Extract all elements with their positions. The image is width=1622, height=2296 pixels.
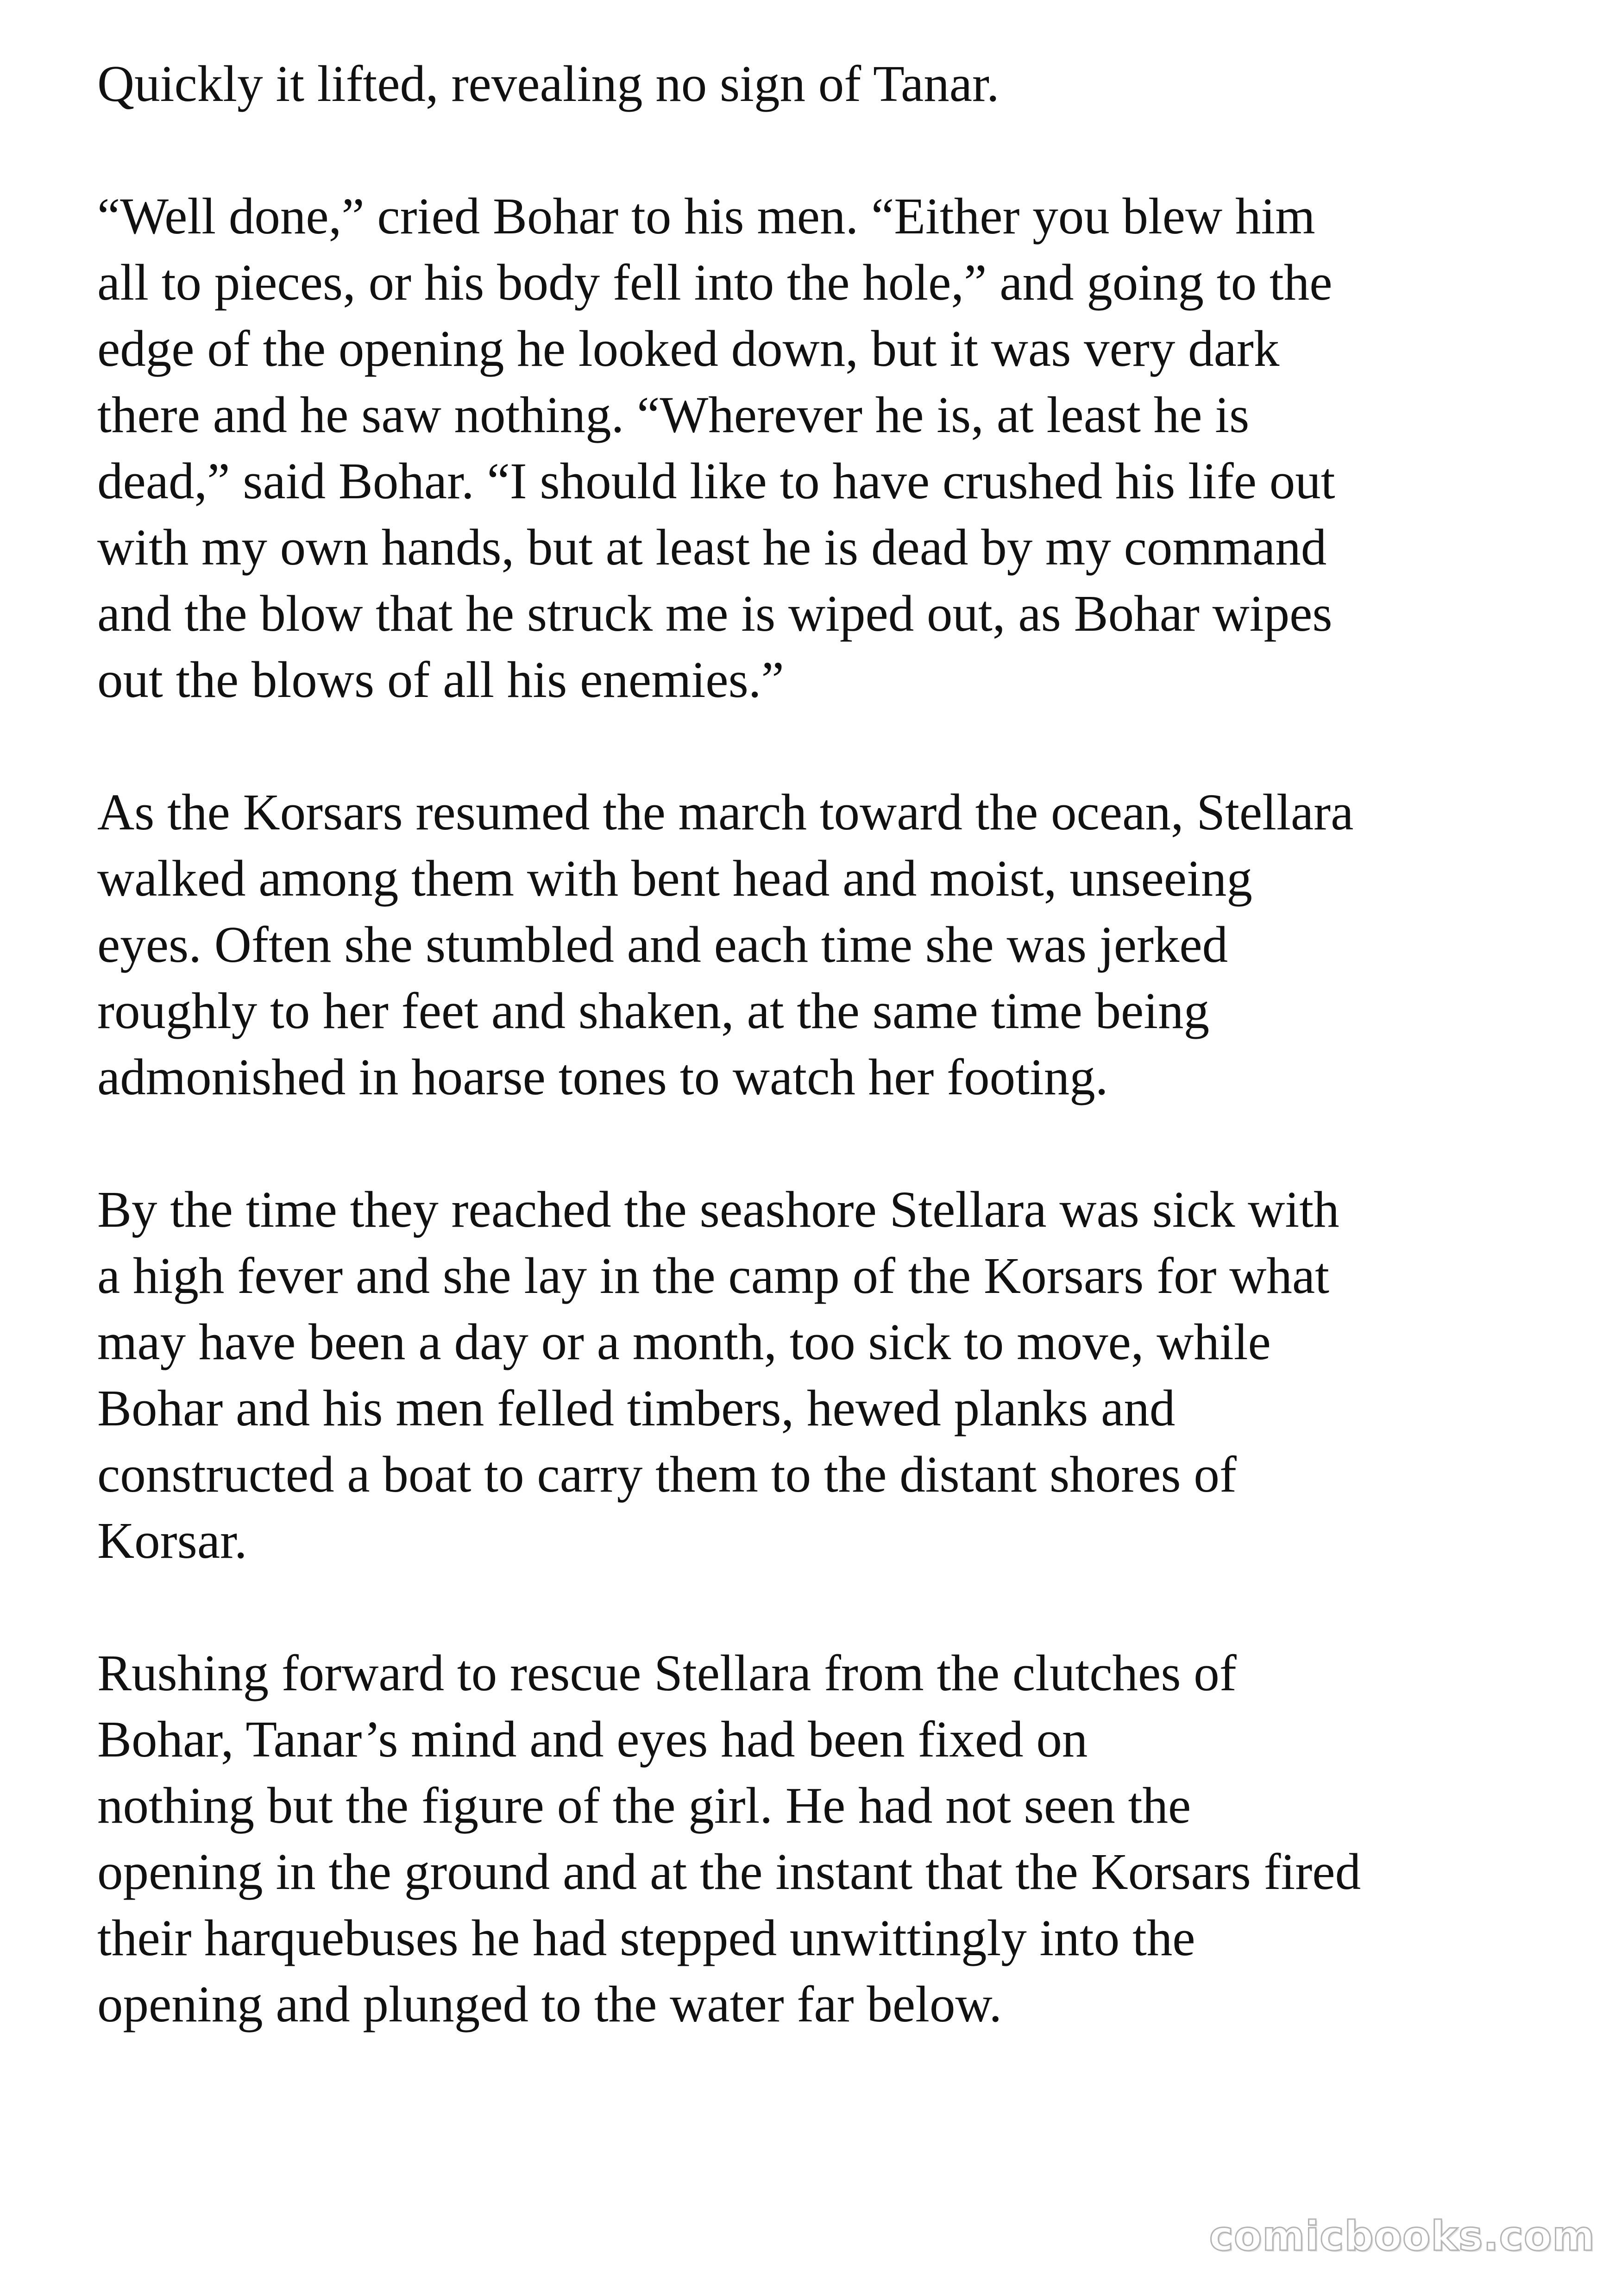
paragraph-3 [97,779,1547,1110]
text-line: “Well done,” cried Bohar to his men. “Either you blew him [97,188,1315,245]
text-line: with my own hands, but at least he is dead by my command [97,519,1327,576]
text-line: constructed a boat to carry them to the distant shores of [97,1446,1237,1503]
text-line: Bohar and his men felled timbers, hewed planks and [97,1380,1176,1437]
text-line: opening and plunged to the water far below. [97,1976,1002,2033]
text-line: roughly to her feet and shaken, at the same time being [97,983,1210,1040]
text-line: Rushing forward to rescue Stellara from the clutches of [97,1645,1237,1702]
text-line: edge of the opening he looked down, but it was very dark [97,320,1280,377]
text-line: out the blows of all his enemies.” [97,652,784,709]
paragraph-5 [97,1640,1547,2038]
text-line: their harquebuses he had stepped unwittingly into the [97,1910,1195,1967]
paragraph-4 [97,1177,1547,1574]
paragraph-2 [97,183,1547,713]
text-column [97,51,1547,2104]
text-line: eyes. Often she stumbled and each time she was jerked [97,916,1228,973]
text-line: may have been a day or a month, too sick to move, while [97,1314,1271,1371]
text-line: nothing but the figure of the girl. He had not seen the [97,1777,1191,1834]
text-line: admonished in hoarse tones to watch her footing. [97,1049,1108,1106]
text-line: all to pieces, or his body fell into the hole,” and going to the [97,254,1333,311]
text-line: walked among them with bent head and moist, unseeing [97,850,1252,907]
watermark: comicbooks.com [1209,2212,1595,2260]
text-line: opening in the ground and at the instant that the Korsars fired [97,1844,1361,1901]
text-line: a high fever and she lay in the camp of the Korsars for what [97,1248,1329,1305]
text-line: By the time they reached the seashore Stellara was sick with [97,1181,1339,1238]
text-line: Quickly it lifted, revealing no sign of Tanar. [97,56,1000,113]
text-line: Korsar. [97,1512,247,1569]
text-line: dead,” said Bohar. “I should like to have crushed his life out [97,453,1335,510]
text-line: Bohar, Tanar’s mind and eyes had been fixed on [97,1711,1088,1768]
text-line: As the Korsars resumed the march toward the ocean, Stellara [97,784,1354,841]
paragraph-1 [97,51,1547,117]
text-line: there and he saw nothing. “Wherever he is, at least he is [97,387,1250,444]
text-line: and the blow that he struck me is wiped out, as Bohar wipes [97,585,1333,642]
